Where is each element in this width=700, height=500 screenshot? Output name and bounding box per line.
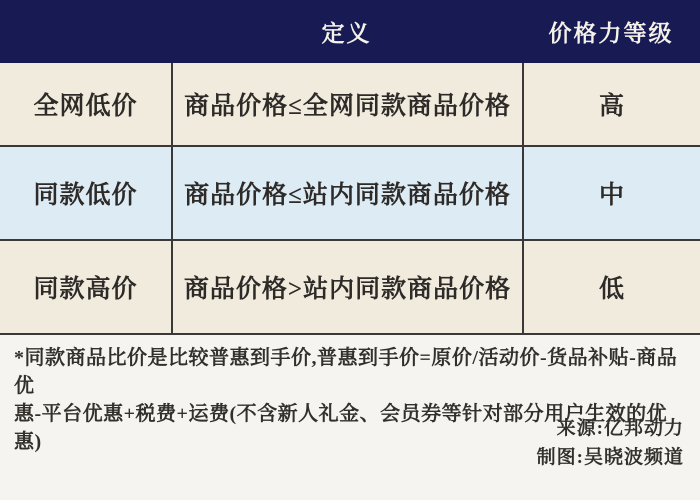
row-definition: 商品价格>站内同款商品价格	[171, 241, 522, 333]
header-cell-price-level: 价格力等级	[548, 21, 674, 46]
table-row	[0, 63, 700, 145]
source-credit-block	[537, 414, 684, 472]
source-label: 来源:亿邦动力	[556, 418, 684, 439]
row-level: 高	[522, 63, 700, 145]
row-level: 低	[522, 241, 700, 333]
row-name: 同款低价	[33, 182, 138, 209]
table-header-row	[0, 0, 700, 63]
credit-label: 制图:吴晓波频道	[536, 447, 684, 468]
row-level: 中	[522, 147, 700, 239]
footnote-line: *同款商品比价是比较普惠到手价,普惠到手价=原价/活动价-货品补贴-商品优	[14, 347, 678, 397]
header-cell-definition: 定义	[321, 21, 372, 46]
row-definition: 商品价格≤全网同款商品价格	[171, 63, 522, 145]
table-row	[0, 145, 700, 239]
table-row	[0, 239, 700, 333]
row-name: 全网低价	[33, 93, 138, 120]
row-name: 同款高价	[33, 276, 138, 303]
row-definition: 商品价格≤站内同款商品价格	[171, 147, 522, 239]
footnote-line: 惠-平台优惠+税费+运费(不含新人礼金、会员券等针对部分用户生效的优惠)	[14, 403, 668, 453]
